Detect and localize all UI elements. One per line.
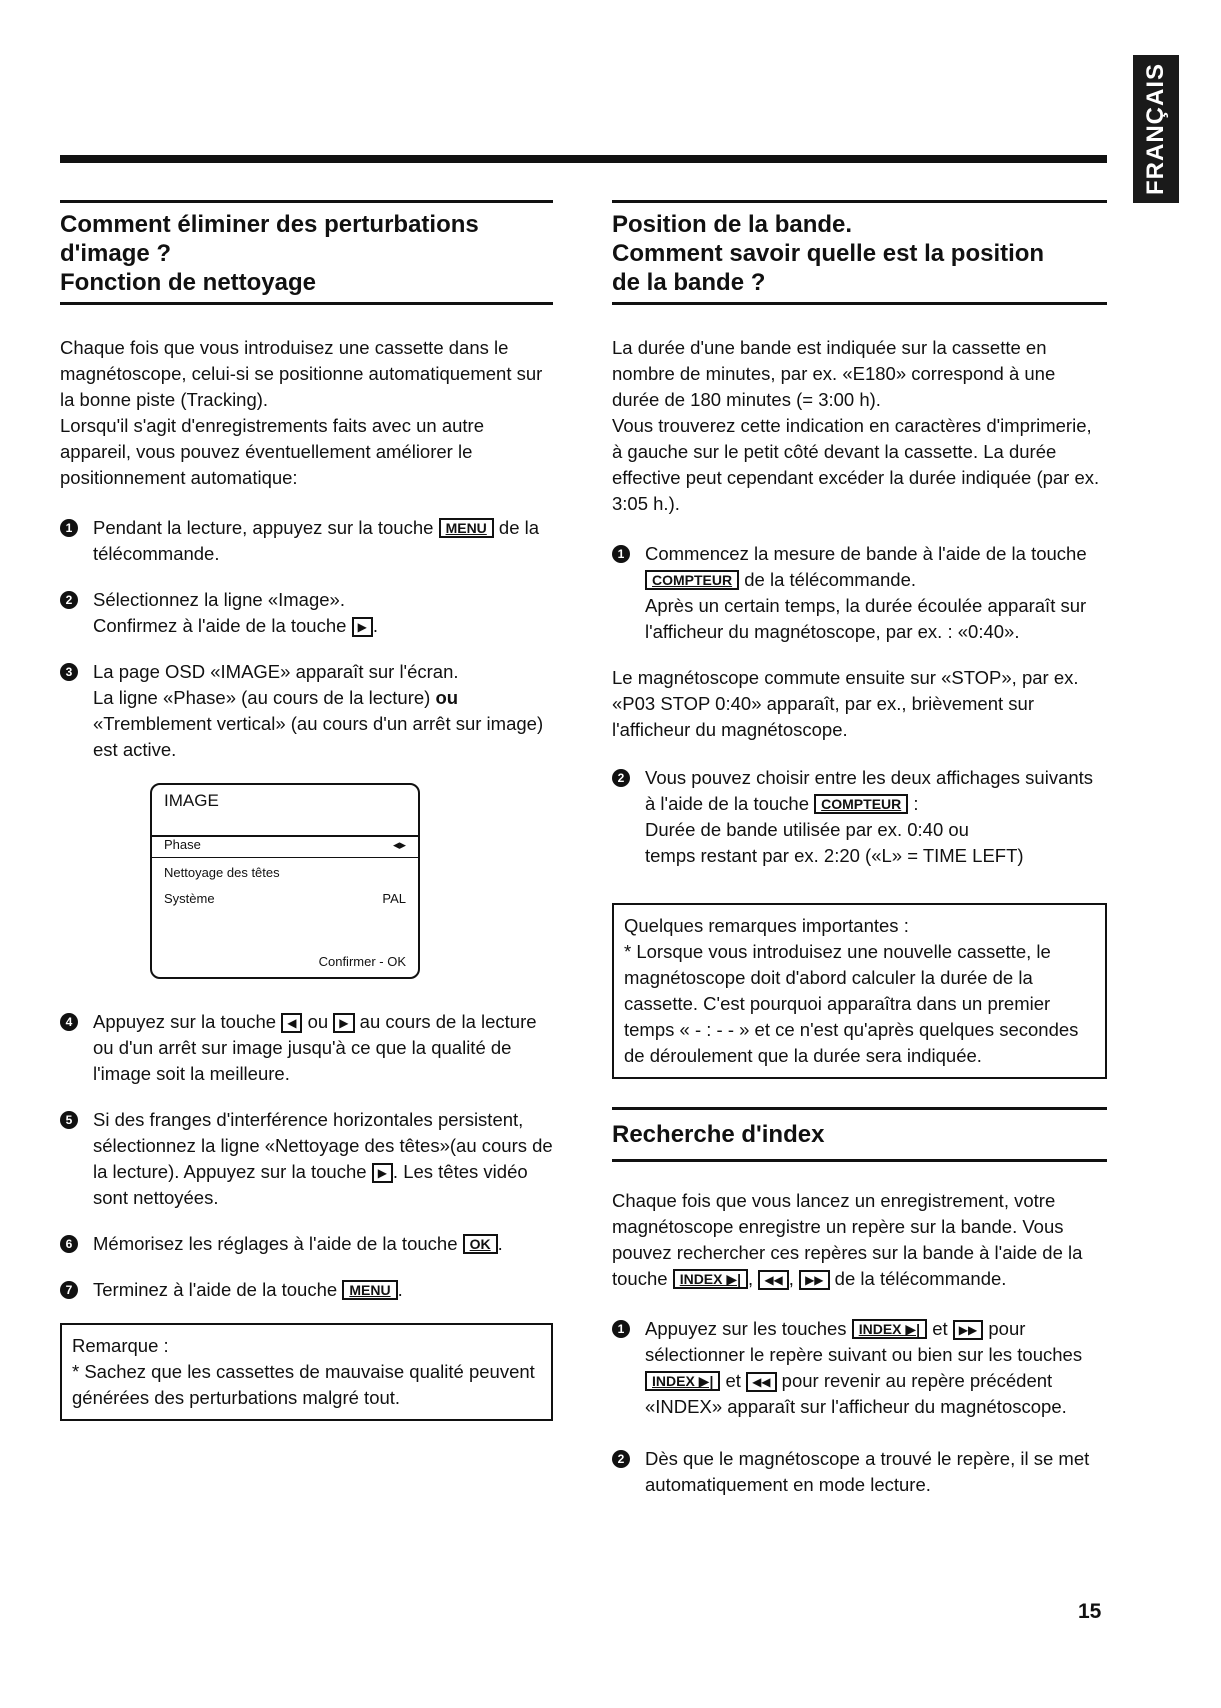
section-title-index: Recherche d'index (612, 1121, 825, 1148)
step-2: 2 Vous pouvez choisir entre les deux affichages suivants à l'aide de la touche COMPTEUR : Durée de bande utilisée par ex. 0:40 ou temps restant par ex. 2:20 («L» = TIME LEFT) (612, 765, 1107, 869)
step-number: 2 (612, 1450, 630, 1468)
step-number: 2 (60, 591, 78, 609)
forward-key: ▶▶ (799, 1270, 829, 1290)
section-title-tape-position (612, 210, 1107, 297)
step-2: 2 Sélectionnez la ligne «Image». Confirmez à l'aide de la touche ▶ . (60, 587, 553, 639)
ok-key: OK (463, 1234, 498, 1254)
compteur-key: COMPTEUR (814, 794, 908, 814)
step-number: 1 (60, 519, 78, 537)
left-column (60, 200, 553, 1421)
step-number: 1 (612, 545, 630, 563)
title-line: Position de la bande. (612, 211, 853, 238)
intro-paragraph: La durée d'une bande est indiquée sur la cassette en nombre de minutes, par ex. «E180» correspond à une durée de 180 minutes (= 3:00 h). (612, 337, 1056, 410)
section-rule (60, 200, 553, 203)
index-key: INDEX ▶| (673, 1269, 748, 1289)
step-number: 1 (612, 1320, 630, 1338)
rewind-key: ◀◀ (746, 1372, 776, 1392)
play-key: ▶ (352, 617, 373, 637)
page-number: 15 (1078, 1600, 1102, 1623)
step-6: 6 Mémorisez les réglages à l'aide de la touche OK . (60, 1231, 553, 1257)
step-number: 4 (60, 1013, 78, 1031)
step-number: 6 (60, 1235, 78, 1253)
osd-row-cleaning: Nettoyage des têtes (164, 865, 280, 880)
right-key: ▶ (333, 1013, 354, 1033)
step-number: 3 (60, 663, 78, 681)
title-line: Comment savoir quelle est la position (612, 240, 1045, 267)
intro-paragraph: Lorsqu'il s'agit d'enregistrements faits avec un autre appareil, vous pouvez éventuellement améliorer le positionnement automatique: (60, 415, 484, 488)
step-1: 1 Pendant la lecture, appuyez sur la touche MENU de la télécommande. (60, 515, 553, 567)
note-box: Remarque : * Sachez que les cassettes de mauvaise qualité peuvent générées des perturbations malgré tout. (60, 1323, 553, 1421)
section-rule (612, 200, 1107, 203)
menu-key: MENU (439, 518, 494, 538)
index-intro: Chaque fois que vous lancez un enregistrement, votre magnétoscope enregistre un repère sur la bande. Vous pouvez rechercher ces repères sur la bande à l'aide de la touche INDEX ▶| , ◀◀ , ▶▶ de la télécommande. (612, 1190, 1083, 1289)
step-number: 5 (60, 1111, 78, 1129)
osd-confirm: Confirmer - OK (318, 954, 406, 969)
title-line: Comment éliminer des perturbations (60, 211, 479, 238)
section-title-cleaning (60, 210, 553, 297)
left-key: ◀ (281, 1013, 302, 1033)
important-notes-box: Quelques remarques importantes : * Lorsque vous introduisez une nouvelle cassette, le magnétoscope doit d'abord calculer la durée de la cassette. C'est pourquoi apparaîtra dans un premier temps « - : - - » et ce n'est qu'après quelques secondes de déroulement que la durée sera indiquée. (612, 903, 1107, 1079)
intro-paragraph: Chaque fois que vous introduisez une cassette dans le magnétoscope, celui-si se positionne automatiquement sur la bonne piste (Tracking). (60, 337, 543, 410)
osd-image-screen (150, 783, 420, 979)
step-5: 5 Si des franges d'interférence horizontales persistent, sélectionnez la ligne «Nettoyage des têtes»(au cours de la lecture). Appuyez sur la touche ▶ . Les têtes vidéo sont nettoyées. (60, 1107, 553, 1211)
osd-row-phase: Phase ◂▸ (164, 837, 406, 852)
right-column (612, 200, 1107, 1518)
index-key: INDEX ▶| (645, 1371, 720, 1391)
step-1: 1 Commencez la mesure de bande à l'aide de la touche COMPTEUR de la télécommande. Après un certain temps, la durée écoulée apparaît sur l'afficheur du magnétoscope, par ex. : «0:40». (612, 541, 1107, 645)
index-step-1: 1 Appuyez sur les touches INDEX ▶| et ▶▶ pour sélectionner le repère suivant ou bien sur les touches INDEX ▶| et ◀◀ pour revenir au repère précédent «INDEX» apparaît sur l'afficheur du magnétoscope. (612, 1316, 1107, 1420)
step-3: 3 La page OSD «IMAGE» apparaît sur l'écran. La ligne «Phase» (au cours de la lecture) ou «Tremblement vertical» (au cours d'un arrêt sur image) est active. (60, 659, 553, 763)
menu-key: MENU (342, 1280, 397, 1300)
title-line: d'image ? (60, 240, 172, 267)
osd-title: IMAGE (164, 791, 219, 810)
arrows-icon: ◂▸ (392, 837, 406, 852)
index-step-2: 2 Dès que le magnétoscope a trouvé le repère, il se met automatiquement en mode lecture. (612, 1446, 1107, 1498)
step-7: 7 Terminez à l'aide de la touche MENU . (60, 1277, 553, 1303)
step-number: 7 (60, 1281, 78, 1299)
index-key: INDEX ▶| (852, 1319, 927, 1339)
title-line: Fonction de nettoyage (60, 269, 317, 296)
section-rule (612, 1159, 1107, 1162)
play-key: ▶ (372, 1163, 393, 1183)
section-rule (612, 1107, 1107, 1110)
intro-paragraph: Vous trouverez cette indication en caractères d'imprimerie, à gauche sur le petit côté devant la cassette. La durée effective peut cependant excéder la durée indiquée (par ex. 3:05 h.). (612, 415, 1100, 514)
rewind-key: ◀◀ (758, 1270, 788, 1290)
step-number: 2 (612, 769, 630, 787)
section-rule (612, 302, 1107, 305)
section-rule (60, 302, 553, 305)
top-rule (60, 155, 1107, 163)
step-4: 4 Appuyez sur la touche ◀ ou ▶ au cours de la lecture ou d'un arrêt sur image jusqu'à ce que la qualité de l'image soit la meilleure. (60, 1009, 553, 1087)
language-label: FRANÇAIS (1142, 63, 1169, 195)
paragraph: Le magnétoscope commute ensuite sur «STOP», par ex. «P03 STOP 0:40» apparaît, par ex., brièvement sur l'afficheur du magnétoscope. (612, 667, 1079, 740)
language-tab (1133, 55, 1179, 203)
title-line: de la bande ? (612, 269, 766, 296)
osd-row-system: Système PAL (164, 891, 406, 906)
forward-key: ▶▶ (953, 1320, 983, 1340)
compteur-key: COMPTEUR (645, 570, 739, 590)
